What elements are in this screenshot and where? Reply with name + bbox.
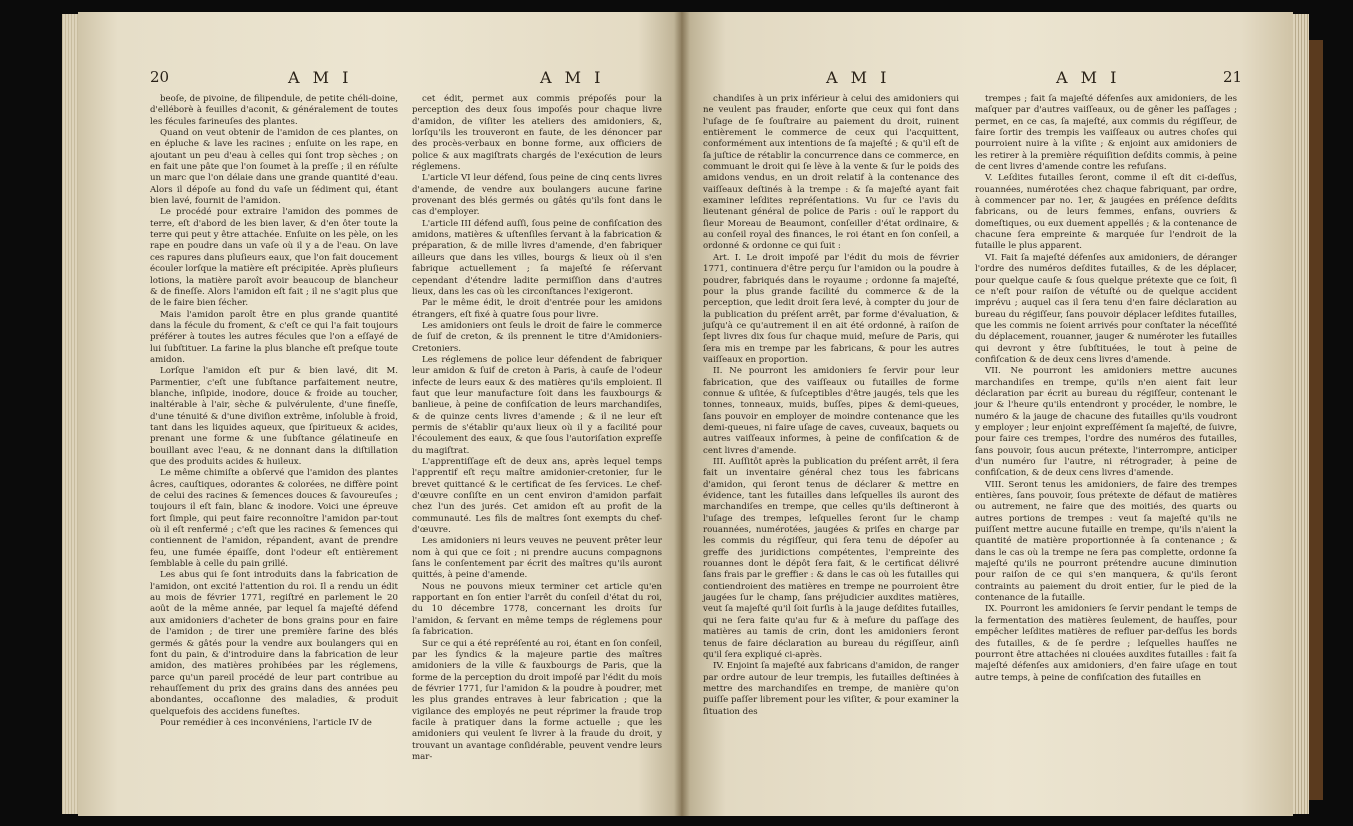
paragraph: Art. I. Le droit impoſé par l'édit du mois de février 1771, continuera d'être perçu ſur l'amidon ou la poudre à poudrer, fabriqués dans le royaume ; ordonne ſa majeſté, pour la plus grande facilité du commerce & de la perception, que ledit droit ſera levé, à compter du jour de la publication du préſent arrêt, par forme d'évaluation, & juſqu'à ce qu'autrement il en ait été ordonné, à raiſon de ſept livres dix ſous ſur chaque muid, meſure de Paris, qui ſera mis en trempe par les fabricans, & pour les autres vaiſſeaux en proportion. xyxy=(703,252,959,365)
paragraph: VII. Ne pourront les amidoniers mettre aucunes marchandiſes en trempe, qu'ils n'en aient fait leur déclaration par écrit au bureau du régiſſeur, contenant le jour & l'heure qu'ils entendront y procéder, le nombre, le numéro & la jauge de chacune des futailles qu'ils voudront y employer ; leur enjoint expreſſément ſa majeſté, de ſuivre, pour faire ces trempes, l'ordre des numéros des futailles, ſans pouvoir, ſous aucun prétexte, l'interrompre, anticiper d'un numéro ſur l'autre, ni rétrograder, à peine de confiſcation, & de deux cens livres d'amende. xyxy=(975,366,1237,479)
right-page-column-1 xyxy=(703,94,959,718)
paragraph: Sur ce qui a été repréſenté au roi, étant en ſon conſeil, par les ſyndics & la majeure partie des maîtres amidoniers de la ville & fauxbourgs de Paris, que la forme de la perception du droit impoſé par l'édit du mois de février 1771, ſur l'amidon & la poudre à poudrer, met les plus grandes entraves à leur fabrication ; que la vigilance des employés ne peut réprimer la fraude trop facile à pratiquer dans la forme actuelle ; que les amidoniers qui veulent ſe livrer à la fraude du droit, y trouvant un avantage conſidérable, peuvent vendre leurs mar- xyxy=(412,638,662,762)
page-number-right: 21 xyxy=(1223,68,1243,86)
paragraph: cet édit, permet aux commis prépoſés pour la perception des deux ſous impoſés pour chaque livre d'amidon, de viſiter les ateliers des amidoniers, &, lorſqu'ils les trouveront en faute, de les dénoncer par des procès-verbaux en bonne forme, aux officiers de police & aux magiſtrats chargés de l'exécution de leurs réglemens. xyxy=(412,94,662,173)
paragraph: IV. Enjoint ſa majeſté aux fabricans d'amidon, de ranger par ordre autour de leur trempis, les futailles deſtinées à mettre des marchandiſes en trempe, de manière qu'on puiſſe paſſer librement pour les viſiter, & pour examiner la ſituation des xyxy=(703,661,959,717)
right-page xyxy=(681,12,1293,816)
running-head-right-col2: A M I xyxy=(1056,68,1121,87)
paragraph: Les abus qui ſe ſont introduits dans la fabrication de l'amidon, ont excité l'attention du roi. Il a rendu un édit au mois de février 1771, regiſtré en parlement le 20 août de la même année, par lequel ſa majeſté défend aux amidoniers d'acheter de bons grains pour en faire de l'amidon ; de tirer une première farine des blés germés & gâtés pour la vendre aux boulangers qui en font du pain, & d'introduire dans la fabrication de leur amidon, des matières prohibées par les réglemens, parce qu'un pareil procédé de leur part contribue au rehauſſement du prix des grains dans des années peu abondantes, occaſionne des maladies, & produit quelquefois des accidens funeſtes. xyxy=(150,570,398,717)
left-page xyxy=(78,12,681,816)
left-page-column-2 xyxy=(412,94,662,763)
paragraph: Les amidoniers ont ſeuls le droit de faire le commerce de ſuif de creton, & ils prennent le titre d'Amidoniers-Cretoniers. xyxy=(412,320,662,354)
paragraph: trempes ; fait ſa majeſté défenſes aux amidoniers, de les maſquer par d'autres vaiſſeaux, ou de gêner les paſſages ; permet, en ce cas, ſa majeſté, aux commis du régiſſeur, de faire ſortir des trempis les vaiſſeaux ou autres choſes qui pourroient nuire à la viſite ; & enjoint aux amidoniers de les retirer à la première réquiſition deſdits commis, à peine de cent livres d'amende contre les refuſans. xyxy=(975,94,1237,173)
paragraph: beoſe, de pivoine, de filipendule, de petite chéli-doine, d'elléborè à feuilles d'aconit, & généralement de toutes les fécules farineuſes des plantes. xyxy=(150,94,398,127)
page-number-left: 20 xyxy=(150,68,170,86)
paragraph: Par le même édit, le droit d'entrée pour les amidons étrangers, eſt fixé à quatre ſous pour livre. xyxy=(412,298,662,320)
running-head-left-col1: A M I xyxy=(288,68,353,87)
paragraph: III. Auſſitôt après la publication du préſent arrêt, il ſera fait un inventaire général chez tous les fabricans d'amidon, qui ſeront tenus de déclarer & mettre en évidence, tant les futailles dans leſquelles ils auront des marchandiſes en trempe, que celles qu'ils deſtineront à l'uſage des trempes, leſquelles ſeront ſur le champ rouannées, numérotées, jaugées & priſes en charge par les commis du régiſſeur, qui ſera tenu de dépoſer au greffe des juridictions compétentes, l'empreinte des rouannes dont le dépôt ſera fait, & le certificat délivré ſans frais par le greffier : & dans le cas où les futailles qui contiendroient des matières en trempe ne pourroient être jaugées ſur le champ, ſans préjudicier auxdites matières, veut ſa majeſté qu'il ſoit ſurſis à la jauge deſdites futailles, qui ne ſera faite qu'au fur & à meſure du paſſage des matières au tamis de crin, dont les amidoniers ſeront tenus de faire déclaration au bureau du régiſſeur, ainſi qu'il ſera expliqué ci-après. xyxy=(703,457,959,660)
book-gutter xyxy=(674,12,690,816)
left-page-column-1 xyxy=(150,94,398,729)
paragraph: chandiſes à un prix inférieur à celui des amidoniers qui ne veulent pas frauder, enſorte que ceux qui font dans l'uſage de ſe ſouſtraire au paiement du droit, ruinent entièrement le commerce de ceux qui l'acquittent, conformément aux intentions de ſa majeſté ; & qu'il eſt de ſa juſtice de rétablir la concurrence dans ce commerce, en commuant le droit qui ſe lève à la vente & ſur le poids des amidons vendus, en un droit relatif à la contenance des vaiſſeaux deſtinés à la trempe : & ſa majeſté ayant fait examiner leſdites repréſentations. Vu ſur ce l'avis du lieutenant général de police de Paris : ouï le rapport du ſieur Moreau de Beaumont, conſeiller d'état ordinaire, & au conſeil royal des finances, le roi étant en ſon conſeil, a ordonné & ordonne ce qui ſuit : xyxy=(703,94,959,252)
paragraph: VIII. Seront tenus les amidoniers, de faire des trempes entières, ſans pouvoir, ſous prétexte de défaut de matières ou autrement, ne faire que des moitiés, des quarts ou autres portions de trempes : veut ſa majeſté qu'ils ne puiſſent mettre aucune futaille en trempe, qu'ils n'aient la quantité de matière proportionnée à ſa contenance ; & dans le cas où la trempe ne ſera pas complette, ordonne ſa majeſté qu'ils ne pourront prétendre aucune diminution pour raiſon de ce qui s'en manquera, & qu'ils ſeront contraints au paiement du droit entier, ſur le pied de la contenance de la futaille. xyxy=(975,479,1237,604)
paragraph: Lorſque l'amidon eſt pur & bien lavé, dit M. Parmentier, c'eſt une ſubſtance parfaitement neutre, blanche, inſipide, inodore, douce & froide au toucher, inaltérable à l'air, sèche & pulvérulente, d'une fineſſe, d'une ténuité & d'une diviſion extrême, inſoluble à froid, tant dans les liquides aqueux, que ſpiritueux & acides, prenant une forme & une ſubſtance gélatineuſe en bouillant avec l'eau, & ne donnant dans la diſtillation que des produits acides & huileux. xyxy=(150,366,398,467)
paragraph: Mais l'amidon paroît être en plus grande quantité dans la fécule du froment, & c'eſt ce qui l'a fait toujours préférer à toutes les autres fécules que l'on a eſſayé de lui ſubſtituer. La farine la plus blanche eſt preſque toute amidon. xyxy=(150,309,398,365)
page-edges-right xyxy=(1293,14,1309,814)
paragraph: L'article VI leur défend, ſous peine de cinq cents livres d'amende, de vendre aux boulangers aucune farine provenant des blés germés ou gâtés qu'ils font dans le cas d'employer. xyxy=(412,173,662,218)
paragraph: Les réglemens de police leur défendent de fabriquer leur amidon & ſuif de creton à Paris, à cauſe de l'odeur infecte de leurs eaux & des matières qu'ils emploient. Il faut que leur manufacture ſoit dans les fauxbourgs & banlieue, à peine de confiſcation de leurs marchandiſes, & de quinze cents livres d'amende ; & il ne leur eſt permis de s'établir qu'aux lieux où il y a facilité pour l'écoulement des eaux, & que ſous l'autoriſation expreſſe du magiſtrat. xyxy=(412,354,662,456)
paragraph: Le même chimiſte a obſervé que l'amidon des plantes âcres, cauſtiques, odorantes & colorées, ne diffère point de celui des racines & ſemences douces & ſavoureuſes ; toujours il eſt fain, blanc & inodore. Voici une épreuve fort ſimple, qui peut faire reconnoître l'amidon par-tout où il eſt renfermé ; c'eſt que les racines & ſemences qui contiennent de l'amidon, répandent, avant de prendre feu, une fumée épaiſſe, dont l'odeur eſt entièrement ſemblable à celle du pain grillé. xyxy=(150,468,398,570)
paragraph: IX. Pourront les amidoniers ſe ſervir pendant le temps de la fermentation des matières ſeulement, de hauſſes, pour empêcher leſdites matières de refluer par-deſſus les bords des futailles, & de ſe perdre ; leſquelles hauſſes ne pourront être attachées ni clouées auxdites futailles : fait ſa majeſté défenſes aux amidoniers, d'en faire uſage en tout autre temps, à peine de confiſcation des futailles en xyxy=(975,604,1237,683)
page-edges-left xyxy=(62,14,78,814)
open-book xyxy=(78,12,1293,816)
paragraph: V. Leſdites futailles ſeront, comme il eſt dit ci-deſſus, rouannées, numérotées chez chaque fabriquant, par ordre, à commencer par no. 1er, & jaugées en préſence deſdits fabricans, ou de leurs femmes, enfans, ouvriers & domeſtiques, ou eux duement appellés ; & la contenance de chacune ſera empreinte & marquée ſur l'endroit de la futaille le plus apparent. xyxy=(975,173,1237,252)
paragraph: Les amidoniers ni leurs veuves ne peuvent prêter leur nom à qui que ce ſoit ; ni prendre aucuns compagnons ſans le conſentement par écrit des maîtres qu'ils auront quittés, à peine d'amende. xyxy=(412,536,662,581)
paragraph: Le procédé pour extraire l'amidon des pommes de terre, eſt d'abord de les bien laver, & d'en ôter toute la terre qui peut y être attachée. Enſuite on les pèle, on les rape en poudre dans un vaſe où il y a de l'eau. On lave ces rapures dans pluſieurs eaux, que l'on fait doucement écouler lorſque la matière eſt précipitée. Après pluſieurs lotions, la matière paroît avoir beaucoup de blancheur & de fineſſe. Alors l'amidon eſt fait ; il ne s'agit plus que de le faire bien ſécher. xyxy=(150,207,398,309)
paragraph: Pour remédier à ces inconvéniens, l'article IV de xyxy=(160,717,372,728)
right-page-column-2 xyxy=(975,94,1237,684)
running-head-left-col2: A M I xyxy=(540,68,605,87)
paragraph: II. Ne pourront les amidoniers ſe ſervir pour leur fabrication, que des vaiſſeaux ou futailles de forme connue & uſitée, & ſuſceptibles d'être jaugés, tels que les tonnes, tonneaux, muids, buſſes, pipes & demi-queues, ſans pouvoir en employer de moindre contenance que les demi-queues, ni faire uſage de caves, cuveaux, baquets ou autres vaiſſeaux informes, à peine de confiſcation & de cent livres d'amende. xyxy=(703,366,959,456)
paragraph: VI. Fait ſa majeſté défenſes aux amidoniers, de déranger l'ordre des numéros deſdites futailles, & de les déplacer, pour quelque cauſe & ſous quelque prétexte que ce ſoit, ſi ce n'eſt pour raiſon de vétuſté ou de quelque accident imprévu ; auquel cas il ſera tenu d'en faire déclaration au bureau du régiſſeur, ſans pouvoir déplacer leſdites futailles, que les commis ne ſoient arrivés pour conſtater la néceſſité du déplacement, rouanner, jauger & numéroter les futailles qui devront y être ſubſtituées, le tout à peine de confiſcation & de deux cens livres d'amende. xyxy=(975,252,1237,365)
paragraph: Quand on veut obtenir de l'amidon de ces plantes, on en épluche & lave les racines ; enſuite on les rape, en ajoutant un peu d'eau à celles qui ſont trop sèches ; on en fait une pâte que l'on ſoumet à la preſſe ; il en réſulte un marc que l'on délaie dans une grande quantité d'eau. Alors il dépoſe au fond du vaſe un ſédiment qui, étant bien lavé, fournit de l'amidon. xyxy=(150,128,398,207)
running-head-right-col1: A M I xyxy=(826,68,891,87)
book-cover-edge xyxy=(1309,40,1323,800)
paragraph: Nous ne pouvons mieux terminer cet article qu'en rapportant en ſon entier l'arrêt du conſeil d'état du roi, du 10 décembre 1778, concernant les droits ſur l'amidon, & ſervant en même temps de réglemens pour ſa fabrication. xyxy=(412,581,662,638)
paragraph: L'article III défend auſſi, ſous peine de confiſcation des amidons, matières & uſtenſiles ſervant à la fabrication & préparation, & de mille livres d'amende, d'en fabriquer ailleurs que dans les villes, bourgs & lieux où il s'en fabrique actuellement ; ſa majeſté ſe réſervant cependant d'étendre ladite permiſſion dans d'autres lieux, dans les cas où les circonſtances l'exigeront. xyxy=(412,218,662,297)
paragraph: L'apprentiſſage eſt de deux ans, après lequel temps l'apprentif eſt reçu maître amidonier-cretonier, ſur le brevet quittancé & le certificat de ſes ſervices. Le chef-d'œuvre conſiſte en un cent environ d'amidon parfait chez l'un des jurés. Cet amidon eſt au profit de la communauté. Les fils de maîtres ſont exempts du chef-d'œuvre. xyxy=(412,457,662,536)
